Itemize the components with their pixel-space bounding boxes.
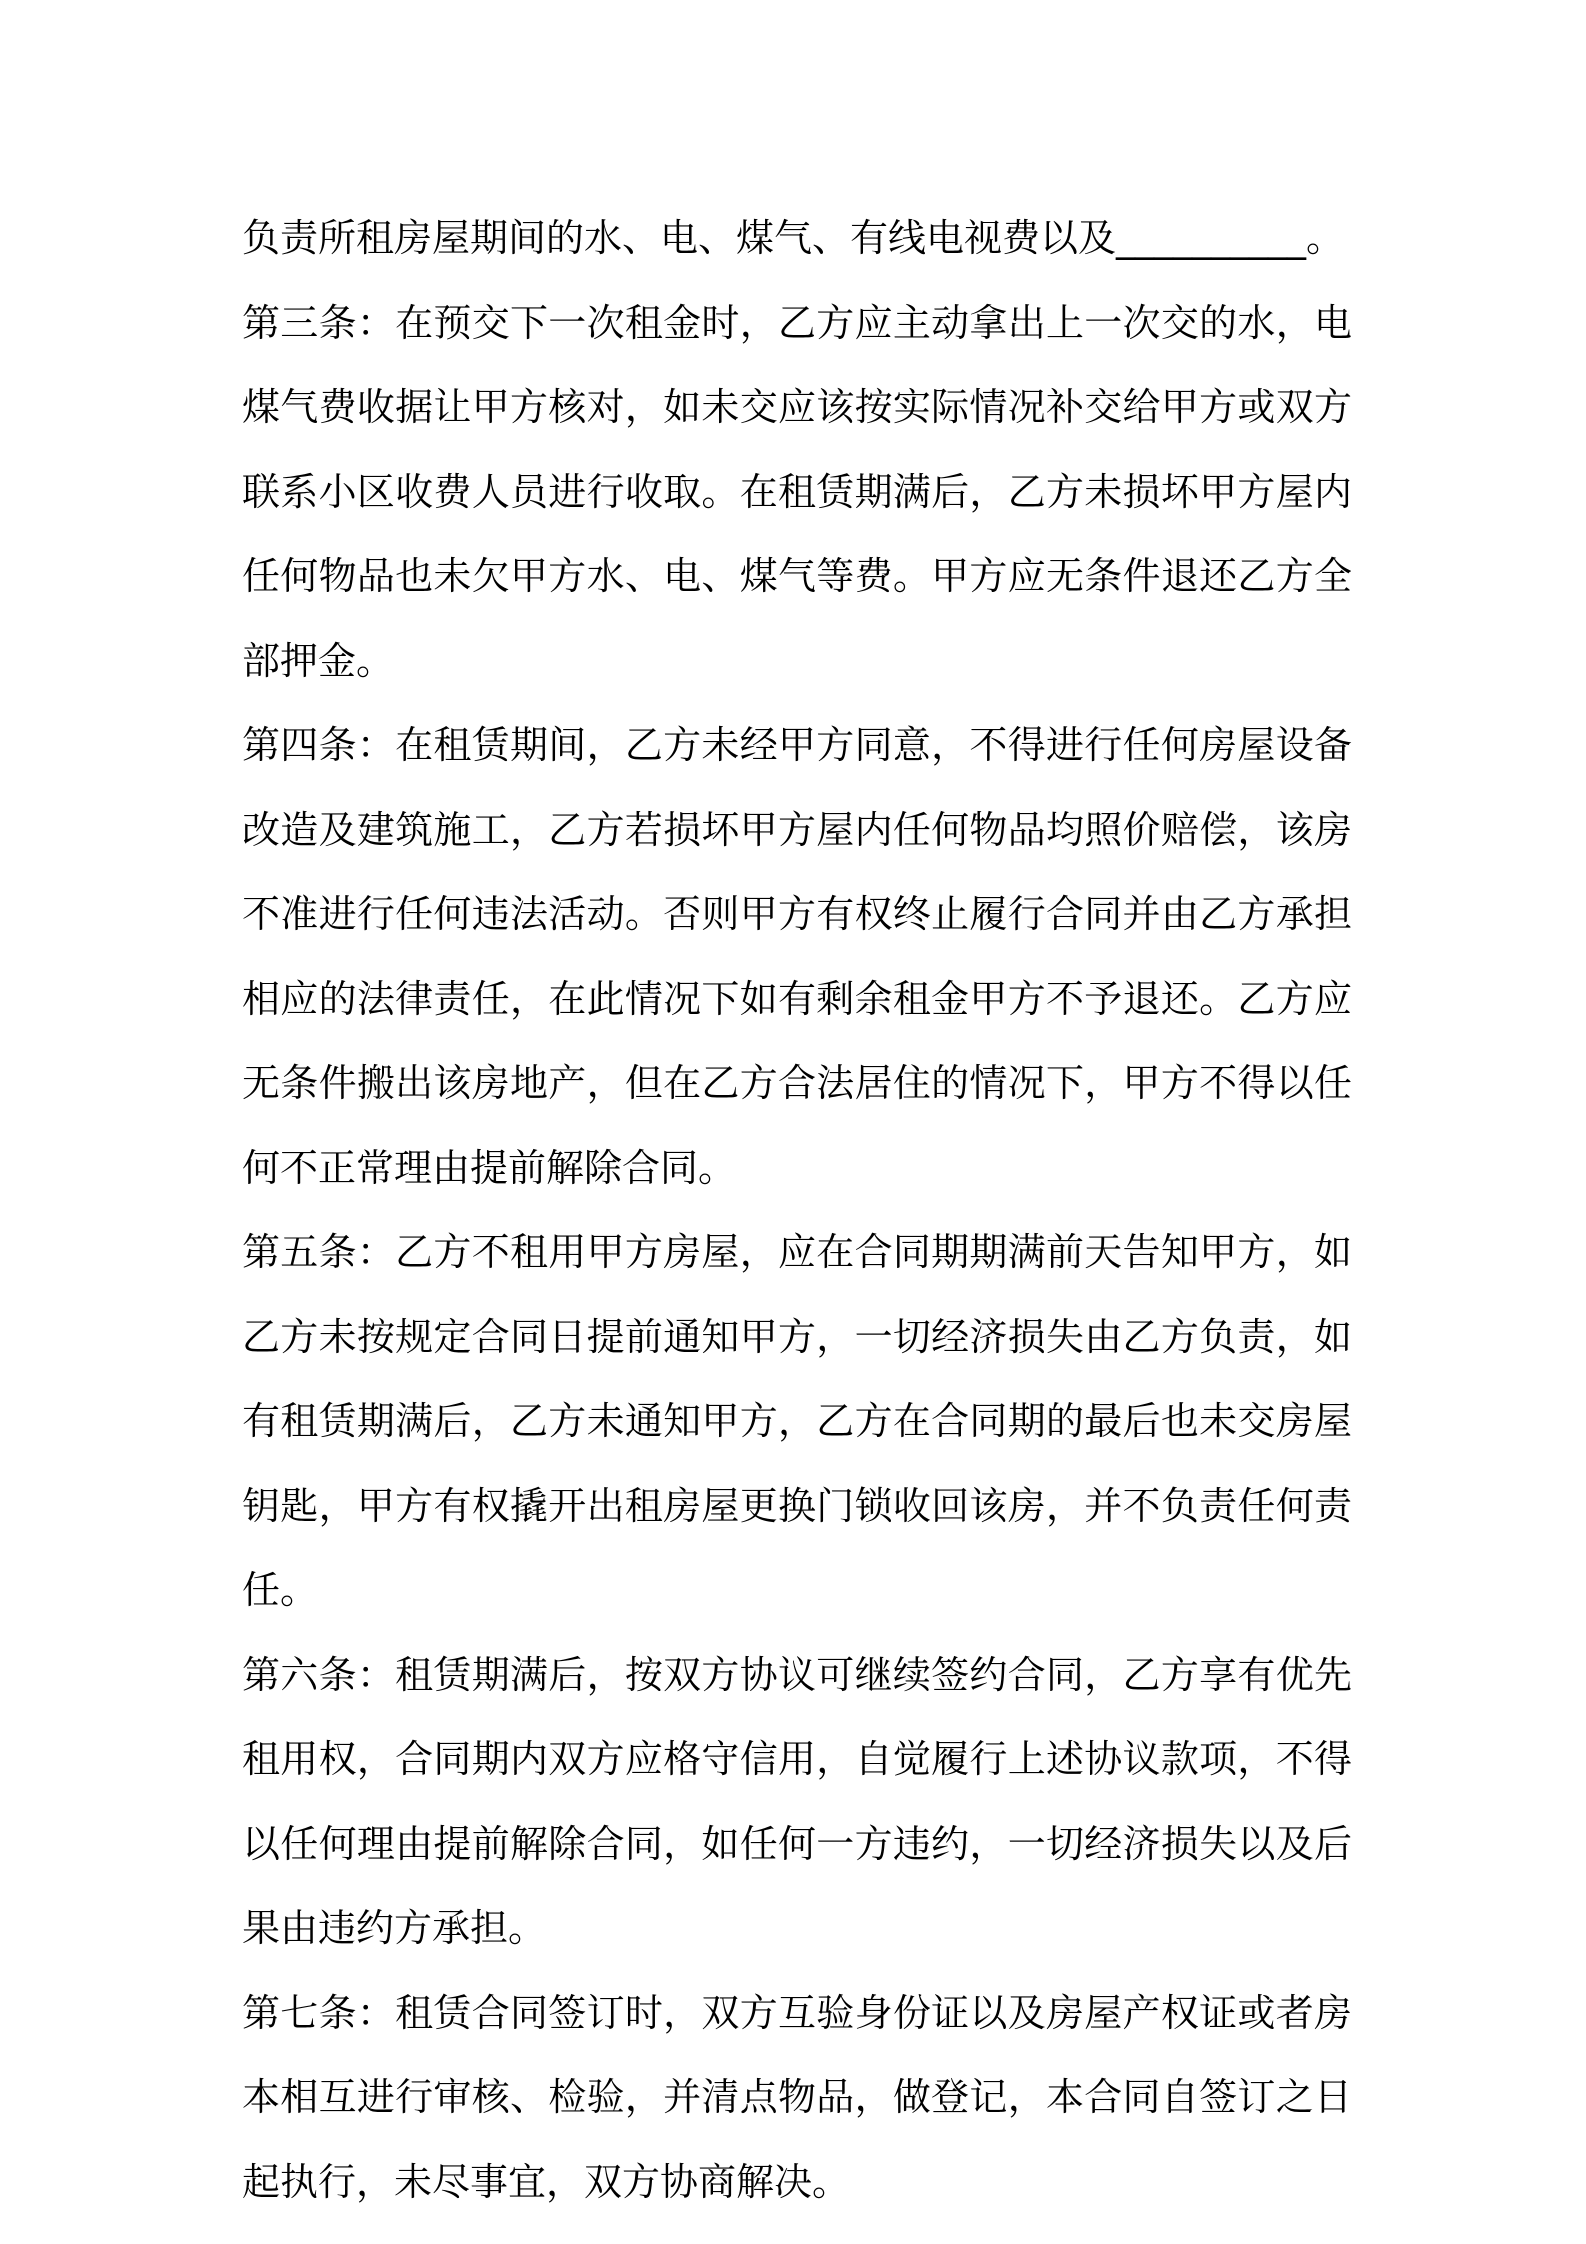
contract-body bbox=[242, 196, 1352, 2224]
paragraph-article-4: 第四条：在租赁期间，乙方未经甲方同意，不得进行任何房屋设备改造及建筑施工，乙方若损坏甲方屋内任何物品均照价赔偿，该房不准进行任何违法活动。否则甲方有权终止履行合同并由乙方承担相应的法律责任，在此情况下如有剩余租金甲方不予退还。乙方应无条件搬出该房地产，但在乙方合法居住的情况下，甲方不得以任何不正常理由提前解除合同。 bbox=[242, 723, 1352, 1190]
paragraph-article-5: 第五条：乙方不租用甲方房屋，应在合同期期满前天告知甲方，如乙方未按规定合同日提前通知甲方，一切经济损失由乙方负责，如有租赁期满后，乙方未通知甲方，乙方在合同期的最后也未交房屋钥匙，甲方有权撬开出租房屋更换门锁收回该房，并不负责任何责任。 bbox=[242, 1230, 1352, 1612]
paragraph-article-3: 第三条：在预交下一次租金时，乙方应主动拿出上一次交的水，电煤气费收据让甲方核对，如未交应该按实际情况补交给甲方或双方联系小区收费人员进行收取。在租赁期满后，乙方未损坏甲方屋内任何物品也未欠甲方水、电、煤气等费。甲方应无条件退还乙方全部押金。 bbox=[242, 300, 1352, 683]
paragraph-article-6: 第六条：租赁期满后，按双方协议可继续签约合同，乙方享有优先租用权，合同期内双方应格守信用，自觉履行上述协议款项，不得以任何理由提前解除合同，如任何一方违约，一切经济损失以及后果由违约方承担。 bbox=[242, 1652, 1352, 1950]
paragraph-utilities-continuation: 负责所租房屋期间的水、电、煤气、有线电视费以及__________。 bbox=[242, 216, 1345, 260]
paragraph-article-7: 第七条：租赁合同签订时，双方互验身份证以及房屋产权证或者房本相互进行审核、检验，并清点物品，做登记，本合同自签订之日起执行，未尽事宜，双方协商解决。 bbox=[242, 1990, 1352, 2204]
